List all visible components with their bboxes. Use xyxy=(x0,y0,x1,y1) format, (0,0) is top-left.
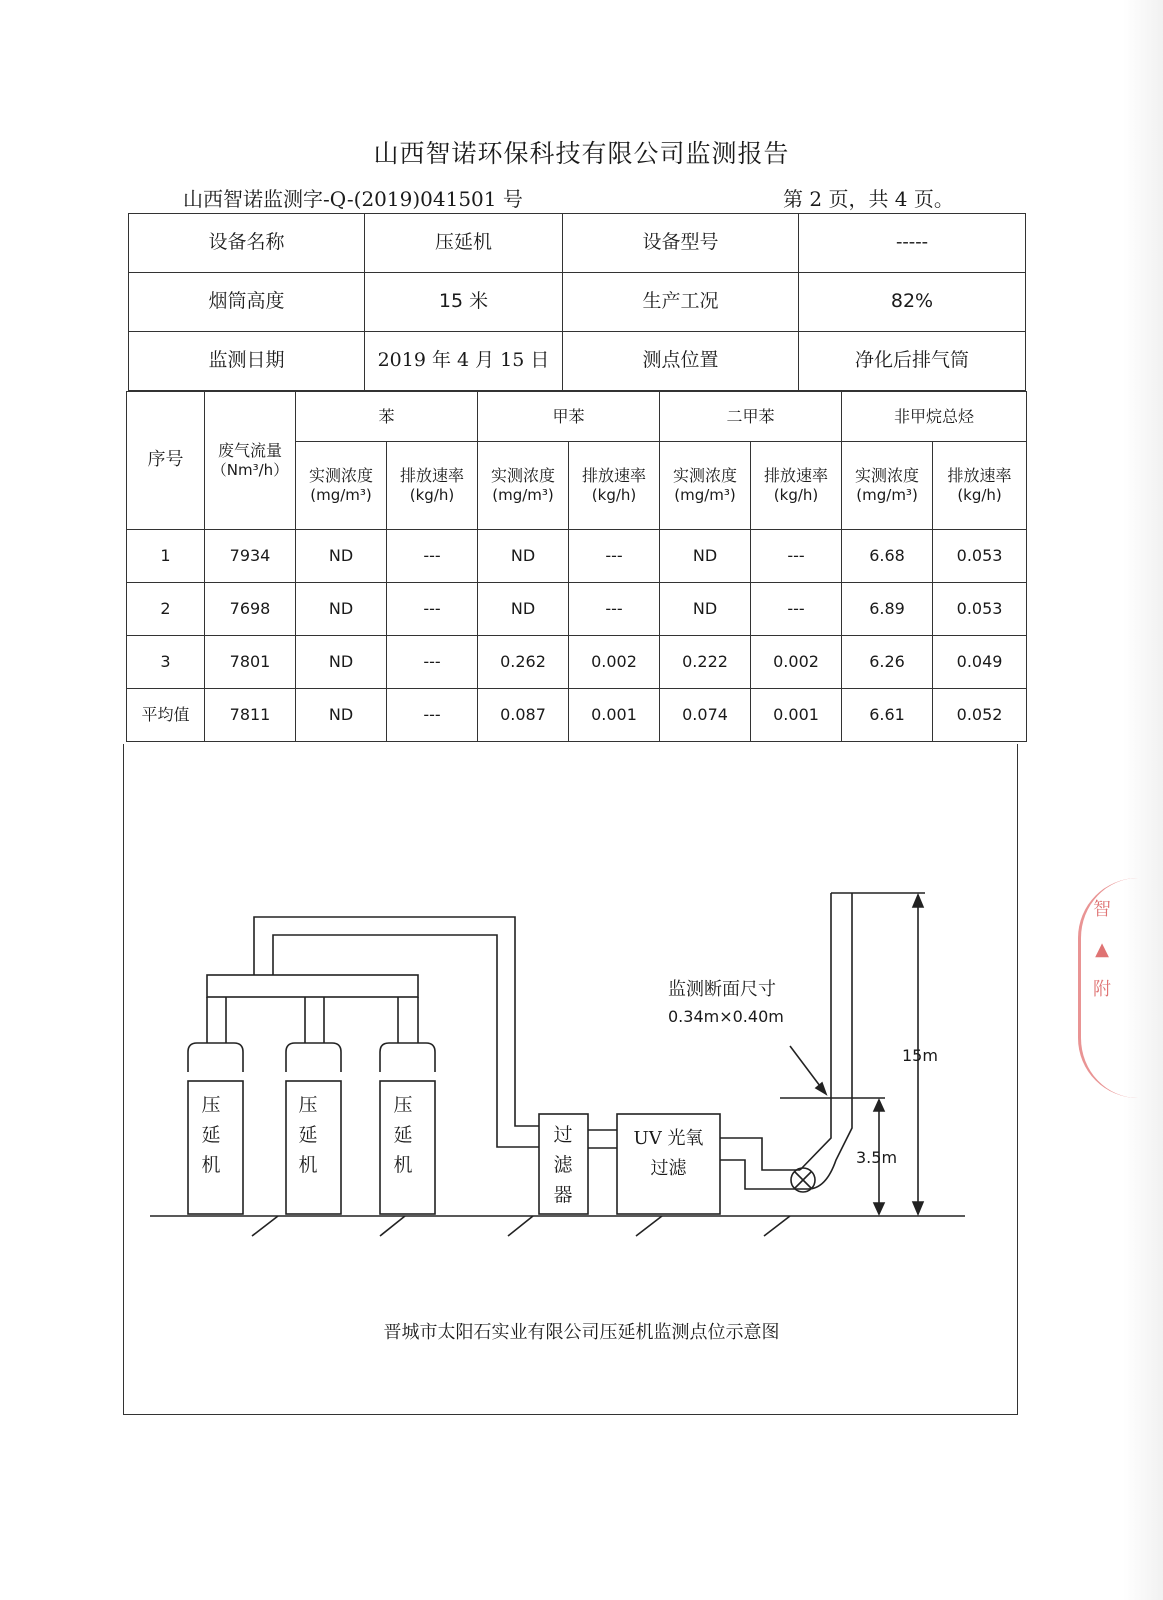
table-cell: ND xyxy=(296,636,387,689)
label-char: 机 xyxy=(298,1154,318,1176)
table-cell: 0.053 xyxy=(933,583,1027,636)
table-cell: 7811 xyxy=(205,689,296,742)
riser-ducts xyxy=(207,997,418,1043)
press-2-label xyxy=(293,1090,323,1180)
table-cell: 2 xyxy=(127,583,205,636)
label-char: 压 xyxy=(298,1094,318,1116)
sub-header-rate-label: 排放速率 xyxy=(400,466,465,486)
seal-char: 智 xyxy=(1093,899,1111,920)
table-cell: 0.001 xyxy=(569,689,660,742)
table-cell: 1 xyxy=(127,530,205,583)
hoods xyxy=(188,1043,435,1072)
height-point-label: 3.5m xyxy=(856,1148,898,1167)
stack-right-wall xyxy=(808,893,852,1189)
section-leader-arrow xyxy=(816,1083,826,1094)
uv-label-line2: 过滤 xyxy=(650,1158,687,1179)
table-cell: 平均值 xyxy=(127,689,205,742)
info-label: 烟筒高度 xyxy=(129,273,365,332)
table-cell: ND xyxy=(660,530,751,583)
press-1-label xyxy=(196,1090,226,1180)
info-label: 监测日期 xyxy=(129,332,365,391)
table-cell: ND xyxy=(478,583,569,636)
table-cell: --- xyxy=(569,530,660,583)
table-cell: ND xyxy=(660,583,751,636)
section-size: 0.34m×0.40m xyxy=(668,1007,784,1026)
document-title: 山西智诺环保科技有限公司监测报告 xyxy=(373,139,790,168)
sub-header-rate-unit: (kg/h) xyxy=(591,486,637,505)
info-label: 生产工况 xyxy=(563,273,799,332)
label-char: 压 xyxy=(393,1094,413,1116)
table-cell: 6.26 xyxy=(842,636,933,689)
group-header-nmhc: 非甲烷总烃 xyxy=(842,392,1027,442)
flow-header-unit: （Nm³/h） xyxy=(211,461,289,480)
sub-header-rate-unit: (kg/h) xyxy=(409,486,455,505)
table-cell: 7698 xyxy=(205,583,296,636)
index-header: 序号 xyxy=(127,392,205,530)
flow-header-label: 废气流量 xyxy=(217,441,282,461)
info-value: 2019 年 4 月 15 日 xyxy=(365,332,563,391)
info-label: 设备型号 xyxy=(563,214,799,273)
seal-char: 附 xyxy=(1093,979,1111,1000)
diagram-caption: 晋城市太阳石实业有限公司压延机监测点位示意图 xyxy=(383,1322,780,1343)
table-cell: --- xyxy=(751,583,842,636)
press-3-label xyxy=(388,1090,418,1180)
label-char: 滤 xyxy=(553,1154,573,1176)
sub-header-rate-label: 排放速率 xyxy=(764,466,829,486)
exhaust-duct-upper xyxy=(720,1138,800,1170)
sub-header-conc-unit: (mg/m³) xyxy=(856,486,918,505)
sub-header-conc-unit: (mg/m³) xyxy=(674,486,736,505)
table-cell: ND xyxy=(296,583,387,636)
table-cell: 0.262 xyxy=(478,636,569,689)
table-cell: 6.89 xyxy=(842,583,933,636)
dim-15m-arrow-bottom xyxy=(913,1202,923,1214)
page-info: 第 2 页，共 4 页。 xyxy=(783,187,954,211)
label-char: 延 xyxy=(393,1124,413,1146)
table-cell: --- xyxy=(751,530,842,583)
info-value: 82% xyxy=(799,273,1026,332)
label-char: 延 xyxy=(201,1124,221,1146)
table-cell: 3 xyxy=(127,636,205,689)
label-char: 延 xyxy=(298,1124,318,1146)
table-cell: 7801 xyxy=(205,636,296,689)
ground-hatching xyxy=(252,1216,790,1236)
table-cell: 0.052 xyxy=(933,689,1027,742)
table-cell: 6.61 xyxy=(842,689,933,742)
info-value: 净化后排气筒 xyxy=(799,332,1026,391)
table-cell: 6.68 xyxy=(842,530,933,583)
table-cell: --- xyxy=(387,636,478,689)
table-cell: 7934 xyxy=(205,530,296,583)
stack-left-wall xyxy=(800,893,831,1170)
label-char: 机 xyxy=(201,1154,221,1176)
report-number: 山西智诺监测字-Q-(2019)041501 号 xyxy=(183,187,523,211)
table-cell: 0.087 xyxy=(478,689,569,742)
sub-header-conc-unit: (mg/m³) xyxy=(492,486,554,505)
group-header-xylene: 二甲苯 xyxy=(660,392,842,442)
label-char: 器 xyxy=(553,1184,573,1206)
sub-header-conc-unit: (mg/m³) xyxy=(310,486,372,505)
table-cell: 0.002 xyxy=(569,636,660,689)
info-value: ----- xyxy=(799,214,1026,273)
table-cell: 0.049 xyxy=(933,636,1027,689)
sub-header-rate-unit: (kg/h) xyxy=(957,486,1002,505)
table-cell: --- xyxy=(387,530,478,583)
red-seal-text xyxy=(1082,890,1122,1010)
label-char: 过 xyxy=(553,1124,573,1146)
info-value: 压延机 xyxy=(365,214,563,273)
dim-3-5m-arrow-top xyxy=(874,1100,884,1111)
sub-header-rate-label: 排放速率 xyxy=(947,466,1012,486)
filter-label xyxy=(548,1120,578,1210)
info-value: 15 米 xyxy=(365,273,563,332)
table-cell: ND xyxy=(296,530,387,583)
sub-header-conc-label: 实测浓度 xyxy=(308,466,373,486)
table-cell: 0.222 xyxy=(660,636,751,689)
seal-char: ▲ xyxy=(1095,939,1109,960)
sub-header-conc-label: 实测浓度 xyxy=(491,466,556,486)
table-cell: --- xyxy=(569,583,660,636)
table-cell: --- xyxy=(387,689,478,742)
sub-header-rate-unit: (kg/h) xyxy=(773,486,819,505)
label-char: 机 xyxy=(393,1154,413,1176)
table-cell: 0.074 xyxy=(660,689,751,742)
exhaust-duct-lower xyxy=(720,1160,808,1189)
sub-header-rate-label: 排放速率 xyxy=(582,466,647,486)
table-cell: 0.002 xyxy=(751,636,842,689)
sub-header-conc-label: 实测浓度 xyxy=(855,466,920,486)
group-header-benzene: 苯 xyxy=(296,392,478,442)
table-cell: ND xyxy=(296,689,387,742)
dim-3-5m-arrow-bottom xyxy=(874,1203,884,1214)
collection-header-duct xyxy=(207,975,418,997)
table-cell: 0.053 xyxy=(933,530,1027,583)
table-cell: ND xyxy=(478,530,569,583)
table-cell: --- xyxy=(387,583,478,636)
dim-15m-arrow-top xyxy=(913,895,923,907)
table-cell: 0.001 xyxy=(751,689,842,742)
height-total-label: 15m xyxy=(902,1046,938,1065)
info-label: 设备名称 xyxy=(129,214,365,273)
section-label: 监测断面尺寸 xyxy=(668,979,776,1000)
uv-label-line1: UV 光氧 xyxy=(633,1128,704,1149)
group-header-toluene: 甲苯 xyxy=(478,392,660,442)
info-label: 测点位置 xyxy=(563,332,799,391)
sub-header-conc-label: 实测浓度 xyxy=(673,466,738,486)
label-char: 压 xyxy=(201,1094,221,1116)
